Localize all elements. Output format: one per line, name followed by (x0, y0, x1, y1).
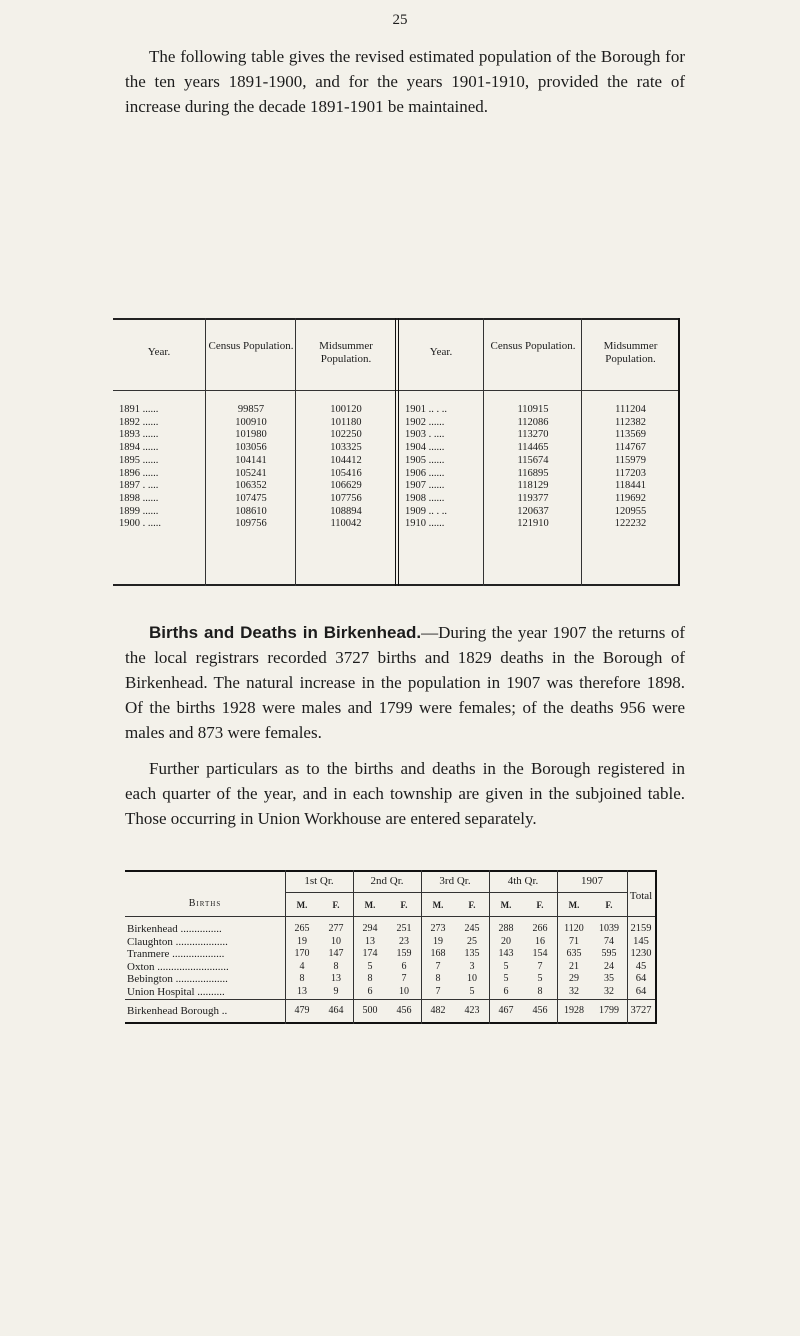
pop-year-left: 1896 ...... (119, 467, 159, 479)
sub-header-female: F. (332, 900, 340, 910)
pop-census-right: 110915 (517, 404, 549, 415)
pop-midsummer-left: 100120 (330, 404, 362, 415)
row-label: Birkenhead ............... (127, 923, 222, 935)
header-q2: 2nd Qr. (370, 875, 404, 887)
row-value: 288 (498, 923, 514, 934)
pop-census-left: 103056 (235, 442, 267, 454)
row-value: 24 (604, 960, 614, 972)
pop-year-left: 1891 ...... (119, 404, 159, 415)
population-table (113, 318, 680, 586)
pop-census-left: 107475 (235, 492, 267, 504)
row-value: 5 (367, 960, 373, 972)
row-value: 6 (503, 985, 509, 997)
row-value: 5 (469, 985, 475, 997)
page-number: 25 (392, 12, 408, 28)
row-value: 1039 (599, 923, 619, 934)
total-row-value: 467 (498, 1005, 514, 1016)
row-value: 8 (299, 973, 305, 984)
header-q4: 4th Qr. (507, 875, 539, 887)
row-label: Oxton .......................... (127, 960, 229, 973)
pop-year-right: 1901 .. . .. (405, 404, 447, 415)
row-value: 4 (299, 960, 305, 972)
pop-census-left: 105241 (235, 467, 267, 479)
further-paragraph: Further particulars as to the births and deaths in the Borough registered in each quarter of the year, and in each township are given in the subjoined table. Those occurring in Union Workhouse are entered separately. (125, 759, 685, 828)
pop-year-right: 1904 ...... (405, 442, 445, 454)
births-deaths-text: —During the year 1907 the returns of the local registrars recorded 3727 births and 1829 deaths in the Borough of Birkenhead. The natural increase in the population in 1907 was therefore 1898. Of the births 1928 were males and 1799 were females; of the deaths 956 were males and 873 were females. (125, 623, 685, 742)
pop-year-right: 1907 ...... (405, 480, 445, 492)
row-value: 7 (537, 960, 543, 972)
row-total: 2159 (630, 923, 652, 934)
row-value: 143 (498, 948, 514, 959)
row-value: 10 (331, 935, 341, 947)
pop-census-left: 99857 (237, 404, 265, 415)
sub-header-male: M. (568, 900, 580, 910)
row-value: 19 (297, 935, 307, 947)
header-total: Total (629, 890, 653, 902)
total-row-value: 479 (294, 1005, 310, 1016)
pop-midsummer-right: 120955 (614, 505, 647, 517)
pop-year-right: 1903 . .... (405, 429, 445, 441)
pop-year-right: 1908 ...... (405, 492, 445, 504)
total-row-value: 1928 (564, 1005, 584, 1016)
pop-midsummer-left: 106629 (330, 480, 362, 492)
pop-year-left: 1894 ...... (119, 442, 159, 454)
pop-census-left: 104141 (235, 454, 267, 466)
row-value: 5 (537, 973, 543, 984)
pop-year-right: 1902 ...... (405, 416, 445, 428)
pop-census-left: 106352 (235, 480, 267, 492)
pop-year-right: 1909 .. . .. (405, 505, 447, 517)
row-value: 35 (604, 973, 614, 984)
pop-midsummer-left: 107756 (330, 492, 362, 504)
row-value: 8 (367, 973, 373, 984)
pop-midsummer-right: 114767 (614, 442, 647, 454)
total-row-value: 482 (430, 1005, 446, 1016)
row-value: 74 (604, 935, 614, 947)
total-row-value: 500 (362, 1005, 378, 1016)
pop-year-left: 1892 ...... (119, 416, 159, 428)
births-title: Births (188, 898, 222, 909)
total-row-value: 456 (532, 1005, 548, 1016)
pop-census-right: 121910 (517, 518, 549, 530)
pop-midsummer-right: 118441 (614, 480, 647, 492)
total-row-value: 456 (396, 1005, 412, 1016)
row-value: 170 (294, 948, 310, 959)
births-deaths-heading: Births and Deaths in Birkenhead. (149, 623, 422, 642)
pop-midsummer-right: 122232 (614, 518, 647, 530)
row-value: 294 (362, 923, 378, 934)
row-value: 10 (399, 985, 409, 997)
header-year-left: Year. (147, 346, 171, 358)
row-value: 29 (569, 973, 579, 984)
row-value: 6 (367, 985, 373, 997)
row-label: Bebington ................... (127, 973, 228, 985)
header-census-left: Census Population. (208, 340, 294, 352)
pop-census-right: 118129 (517, 480, 549, 492)
sub-header-female: F. (536, 900, 544, 910)
pop-midsummer-left: 105416 (330, 467, 362, 479)
pop-midsummer-left: 108894 (330, 505, 362, 517)
pop-census-right: 112086 (517, 416, 549, 428)
pop-year-left: 1898 ...... (119, 492, 159, 504)
row-total: 1230 (630, 948, 652, 959)
row-value: 159 (396, 948, 412, 959)
sub-header-male: M. (500, 900, 512, 910)
row-value: 5 (503, 973, 509, 984)
pop-census-left: 108610 (235, 505, 267, 517)
row-value: 32 (569, 985, 579, 997)
row-value: 7 (435, 985, 441, 997)
header-q3: 3rd Qr. (439, 875, 471, 887)
sub-header-female: F. (400, 900, 408, 910)
pop-midsummer-right: 112382 (614, 416, 647, 428)
header-q1: 1st Qr. (304, 875, 334, 887)
row-value: 9 (333, 985, 339, 997)
pop-census-left: 109756 (235, 518, 267, 530)
sub-header-male: M. (432, 900, 444, 910)
row-value: 251 (396, 923, 412, 934)
pop-census-left: 101980 (235, 429, 267, 441)
row-label: Tranmere ................... (127, 948, 225, 960)
total-row-value: 464 (328, 1005, 344, 1016)
pop-midsummer-right: 117203 (614, 467, 647, 479)
sub-header-female: F. (605, 900, 613, 910)
pop-midsummer-right: 115979 (614, 454, 647, 466)
row-value: 7 (435, 960, 441, 972)
sub-header-male: M. (364, 900, 376, 910)
row-value: 13 (331, 973, 341, 984)
row-value: 16 (535, 935, 545, 947)
intro-paragraph: The following table gives the revised estimated population of the Borough for the ten years 1891-1900, and for the years 1901-1910, provided the rate of increase during the decade 1891-1901 be maintained. (125, 47, 685, 116)
row-value: 8 (435, 973, 441, 984)
pop-year-right: 1910 ...... (405, 518, 445, 530)
row-value: 32 (604, 985, 614, 997)
pop-census-right: 120637 (517, 505, 549, 517)
row-value: 147 (328, 948, 344, 959)
births-deaths-paragraph (125, 620, 685, 745)
total-row-value: 423 (464, 1005, 480, 1016)
row-value: 13 (365, 935, 375, 947)
row-value: 135 (464, 948, 480, 959)
row-label: Claughton ................... (127, 935, 228, 948)
row-value: 71 (569, 935, 579, 947)
pop-census-left: 100910 (235, 416, 267, 428)
row-value: 10 (467, 973, 477, 984)
row-value: 174 (362, 948, 378, 959)
row-total: 64 (635, 973, 647, 984)
row-value: 13 (297, 985, 307, 997)
row-value: 635 (566, 948, 582, 959)
pop-year-left: 1900 . ..... (119, 518, 161, 530)
row-value: 168 (430, 948, 446, 959)
row-value: 23 (399, 935, 409, 947)
row-value: 6 (401, 960, 407, 972)
pop-year-left: 1897 . .... (119, 480, 159, 492)
pop-midsummer-left: 104412 (330, 454, 362, 466)
row-value: 25 (467, 935, 477, 947)
header-midsummer-right: Midsummer Population. (603, 340, 658, 365)
row-value: 3 (469, 960, 475, 972)
births-table (125, 870, 657, 1024)
pop-census-right: 113270 (517, 429, 549, 441)
pop-census-right: 119377 (517, 492, 549, 504)
grand-total: 3727 (630, 1005, 652, 1016)
row-value: 265 (294, 923, 310, 934)
header-census-right: Census Population. (490, 340, 576, 352)
row-value: 595 (601, 948, 617, 959)
pop-census-right: 115674 (517, 454, 549, 466)
pop-census-right: 116895 (517, 467, 549, 479)
total-row-value: 1799 (599, 1005, 619, 1016)
header-year: 1907 (581, 875, 603, 887)
row-value: 8 (537, 985, 543, 997)
row-value: 19 (433, 935, 443, 947)
pop-midsummer-left: 101180 (330, 416, 362, 428)
sub-header-female: F. (468, 900, 476, 910)
pop-year-left: 1893 ...... (119, 429, 159, 441)
row-total: 145 (633, 935, 649, 947)
sub-header-male: M. (296, 900, 308, 910)
header-midsummer-left: Midsummer Population. (319, 340, 373, 365)
row-value: 1120 (564, 923, 584, 934)
pop-year-left: 1895 ...... (119, 454, 159, 466)
pop-midsummer-left: 103325 (330, 442, 362, 454)
row-value: 8 (333, 960, 339, 972)
pop-midsummer-left: 102250 (330, 429, 362, 441)
pop-midsummer-left: 110042 (330, 518, 362, 530)
pop-midsummer-right: 111204 (615, 404, 646, 415)
pop-year-left: 1899 ...... (119, 505, 159, 517)
row-label: Union Hospital .......... (127, 985, 225, 998)
row-value: 266 (532, 923, 548, 934)
row-value: 154 (532, 948, 548, 959)
row-value: 5 (503, 960, 509, 972)
row-value: 20 (501, 935, 511, 947)
row-value: 21 (569, 960, 579, 972)
pop-midsummer-right: 113569 (614, 429, 647, 441)
row-total: 45 (635, 960, 647, 972)
row-total: 64 (635, 985, 647, 997)
row-value: 7 (401, 973, 407, 984)
pop-census-right: 114465 (517, 442, 549, 454)
row-value: 273 (430, 923, 446, 934)
pop-year-right: 1905 ...... (405, 454, 445, 466)
row-value: 277 (328, 923, 344, 934)
pop-year-right: 1906 ...... (405, 467, 445, 479)
row-value: 245 (464, 923, 480, 934)
header-year-right: Year. (429, 346, 453, 358)
total-row-label: Birkenhead Borough .. (127, 1005, 228, 1017)
pop-midsummer-right: 119692 (614, 492, 647, 504)
